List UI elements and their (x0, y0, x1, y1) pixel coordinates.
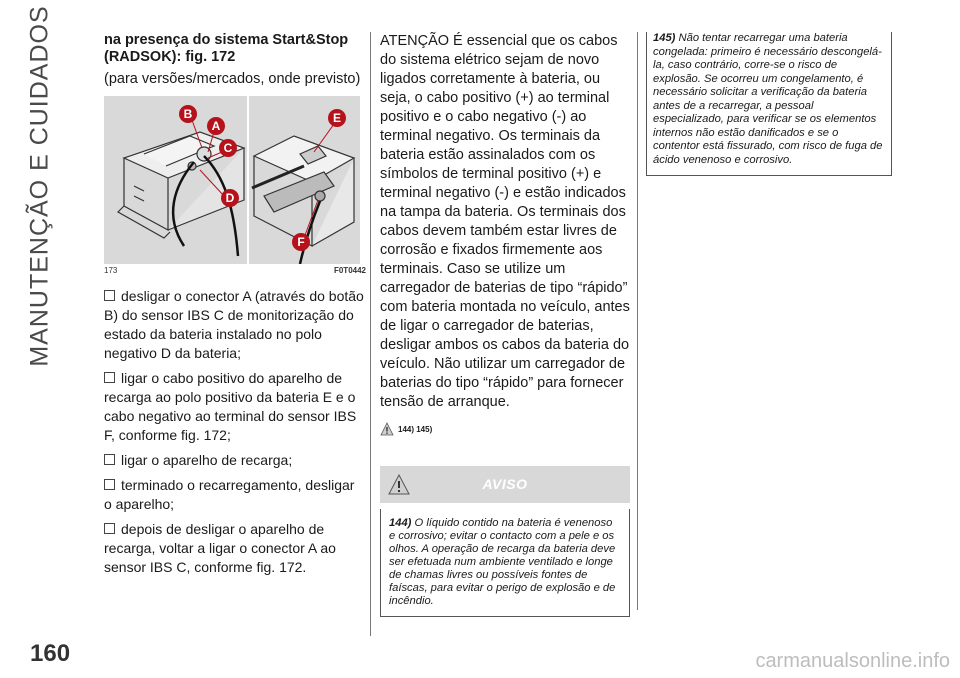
checkbox-bullet-icon (104, 454, 115, 465)
label-c-badge (219, 139, 237, 157)
section-heading: na presença do sistema Start&Stop (RADSOK): fig. 172 (104, 32, 349, 65)
figure-number: 173 (104, 266, 118, 275)
label-d-badge (221, 189, 239, 207)
watermark: carmanualsonline.info (755, 650, 950, 672)
checkbox-bullet-icon (104, 290, 115, 301)
column-2 (380, 32, 630, 617)
page-number: 160 (30, 640, 71, 667)
warning-triangle-icon (380, 422, 394, 436)
aviso-title: AVISO (482, 476, 528, 492)
list-item-text: ligar o aparelho de recarga; (121, 452, 293, 468)
section-subnote: (para versões/mercados, onde previsto) (104, 71, 361, 87)
column-3 (646, 32, 892, 176)
label-f-badge (292, 233, 310, 251)
column-1 (104, 32, 366, 583)
label-a-badge (207, 117, 225, 135)
svg-text:D: D (225, 191, 235, 205)
column-separator-2 (637, 32, 638, 610)
side-section-title (10, 5, 70, 367)
svg-text:F: F (297, 235, 305, 249)
list-item-text: terminado o recarregamento, desligar o aparelho; (104, 477, 355, 512)
list-item (104, 287, 366, 363)
list-item (104, 451, 366, 470)
warning-references (380, 422, 630, 436)
checkbox-bullet-icon (104, 479, 115, 490)
warning-refs-text: 144) 145) (398, 424, 433, 434)
checkbox-bullet-icon (104, 523, 115, 534)
label-b-badge (179, 105, 197, 123)
list-item (104, 476, 366, 514)
note-number: 145) (653, 32, 676, 44)
figure-label-layer (104, 96, 360, 264)
aviso-header (380, 466, 630, 503)
note-text: Não tentar recarregar uma bateria congelada: primeiro é necessário descongelá-la, caso contrário, corre-se o risco de explosão. Se ocorreu um congelamento, é necessário solicitar a verificação da bateria antes de a recarregar, a pessoal especializado, para verificar se os elementos internos não estão danificados e se o contentor está fissurado, com risco de fuga de ácido venenoso e corrosivo. (653, 32, 883, 166)
svg-text:B: B (183, 107, 193, 121)
list-item-text: desligar o conector A (através do botão B) do sensor IBS C de monitorização do estado da bateria instalado no polo negativo D da bateria; (104, 288, 364, 361)
aviso-note-145 (646, 32, 892, 176)
figure-caption (104, 266, 366, 275)
list-item (104, 369, 366, 445)
svg-text:E: E (332, 111, 342, 125)
list-item-text: ligar o cabo positivo do aparelho de recarga ao polo positivo da bateria E e o cabo negativo ao terminal do sensor IBS F, conforme fig. 172; (104, 370, 357, 443)
column-separator-1 (370, 32, 371, 636)
svg-text:A: A (211, 119, 221, 133)
figure-code: F0T0442 (333, 266, 366, 275)
list-item (104, 520, 366, 577)
svg-text:C: C (223, 141, 233, 155)
list-item-text: depois de desligar o aparelho de recarga, voltar a ligar o conector A ao sensor IBS C, conforme fig. 172. (104, 521, 336, 575)
battery-figure (104, 96, 360, 264)
note-number: 144) (389, 517, 412, 529)
aviso-note-144 (380, 509, 630, 617)
label-e-badge (328, 109, 346, 127)
attention-paragraph: ATENÇÃO É essencial que os cabos do sistema elétrico sejam de novo ligados corretamente à bateria, ou seja, o cabo positivo (+) ao terminal positivo e o cabo negativo (-) ao terminal negativo. Os terminais da bateria estão assinalados com os símbolos de terminal positivo (+) e terminal negativo (-) e estão indicados na tampa da bateria. Os terminais dos cabos devem também estar livres de corrosão e fixados firmemente aos terminais. Caso se utilize um carregador de baterias de tipo “rápido” com bateria montada no veículo, antes de ligar o carregador de baterias, desligar ambos os cabos da bateria do veículo. Não utilizar um carregador de baterias do tipo “rápido” para fornecer tensão de arranque. (380, 33, 630, 410)
note-text: O líquido contido na bateria é venenoso e corrosivo; evitar o contacto com a pele e os olhos. A operação de recarga da bateria deve ser efetuada num ambiente ventilado e longe de chamas livres ou possíveis fontes de faíscas, para evitar o perigo de explosão e de incêndio. (389, 517, 616, 607)
checkbox-bullet-icon (104, 372, 115, 383)
side-title-text: MANUTENÇÃO E CUIDADOS (25, 5, 54, 367)
